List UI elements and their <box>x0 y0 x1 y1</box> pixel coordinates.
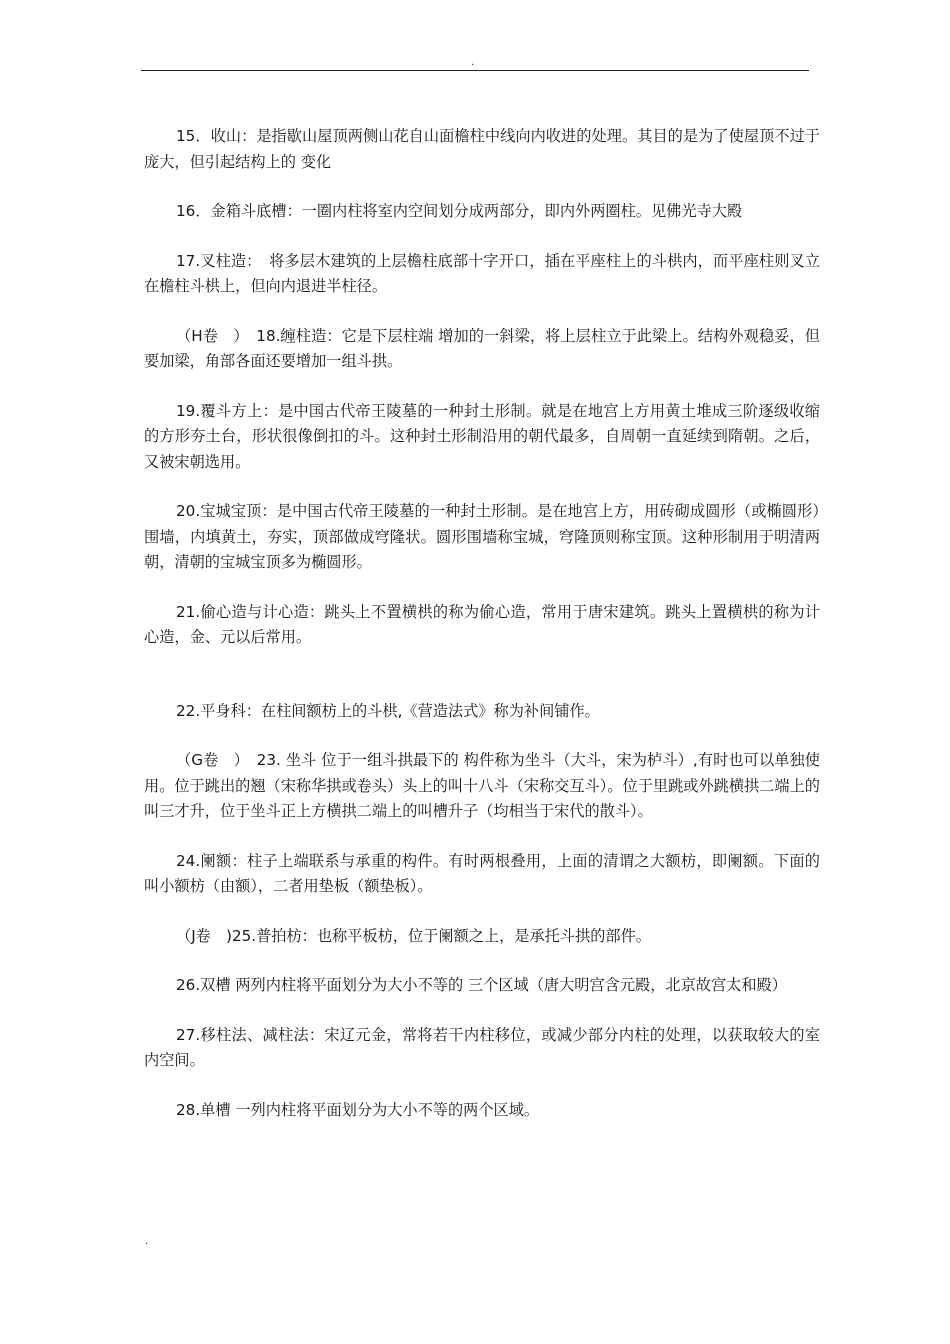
header-rule <box>141 70 809 71</box>
footer-mark: . <box>145 1236 149 1247</box>
paragraph-21: 21.偷心造与计心造：跳头上不置横栱的称为偷心造，常用于唐宋建筑。跳头上置横栱的称为计心造，金、元以后常用。 <box>144 602 820 646</box>
paragraph-27: 27.移柱法、减柱法：宋辽元金，常将若干内柱移位，或减少部分内柱的处理，以获取较大的室内空间。 <box>144 1025 820 1069</box>
document-body <box>144 124 820 1123</box>
paragraph-20: 20.宝城宝顶：是中国古代帝王陵墓的一种封土形制。是在地宫上方，用砖砌成圆形（或椭圆形）围墙，内填黄土，夯实，顶部做成穹隆状。圆形围墙称宝城，穹隆顶则称宝顶。这种形制用于明清两朝，清朝的宝城宝顶多为椭圆形。 <box>144 502 820 571</box>
paragraph-26: 26.双槽 两列内柱将平面划分为大小不等的 三个区域（唐大明宫含元殿，北京故宫太和殿） <box>176 976 787 994</box>
paragraph-28: 28.单槽 一列内柱将平面划分为大小不等的两个区域。 <box>176 1100 540 1119</box>
paragraph-17: 17.叉柱造： 将多层木建筑的上层檐柱底部十字开口，插在平座柱上的斗栱内，而平座柱则叉立在檐柱斗栱上，但向内退进半柱径。 <box>144 251 820 295</box>
paragraph-16: 16．金箱斗底槽：一圈内柱将室内空间划分成两部分，即内外两圈柱。见佛光寺大殿 <box>176 202 743 220</box>
header-mark: . <box>471 57 475 68</box>
paragraph-25: （J卷 )25.普拍枋：也称平板枋，位于阑额之上，是承托斗拱的部件。 <box>176 926 651 945</box>
paragraph-18: （H卷 ） 18.缠柱造：它是下层柱端 增加的一斜梁，将上层柱立于此梁上。结构外观稳妥，但要加梁，角部各面还要增加一组斗拱。 <box>144 326 820 370</box>
paragraph-22: 22.平身科：在柱间额枋上的斗栱,《营造法式》称为补间铺作。 <box>176 701 600 720</box>
paragraph-19: 19.覆斗方上：是中国古代帝王陵墓的一种封土形制。就是在地宫上方用黄土堆成三阶逐级收缩的方形夯土台，形状很像倒扣的斗。这种封土形制沿用的朝代最多，自周朝一直延续到隋朝。之后，又被宋朝选用。 <box>144 401 820 471</box>
paragraph-15: 15．收山：是指歇山屋顶两侧山花自山面檐柱中线向内收进的处理。其目的是为了使屋顶不过于庞大，但引起结构上的 变化 <box>144 127 820 171</box>
paragraph-24: 24.阑额：柱子上端联系与承重的构件。有时两根叠用，上面的清谓之大额枋，即阑额。下面的叫小额枋（由额），二者用垫板（额垫板）。 <box>144 851 820 895</box>
paragraph-23: （G卷 ） 23. 坐斗 位于一组斗拱最下的 构件称为坐斗（大斗，宋为栌斗）,有时也可以单独使用。位于跳出的翘（宋称华拱或卷头）头上的叫十八斗（宋称交互斗）。位于里跳或外跳横拱二端上的叫三才升，位于坐斗正上方横拱二端上的叫槽升子（均相当于宋代的散斗）。 <box>144 751 820 820</box>
